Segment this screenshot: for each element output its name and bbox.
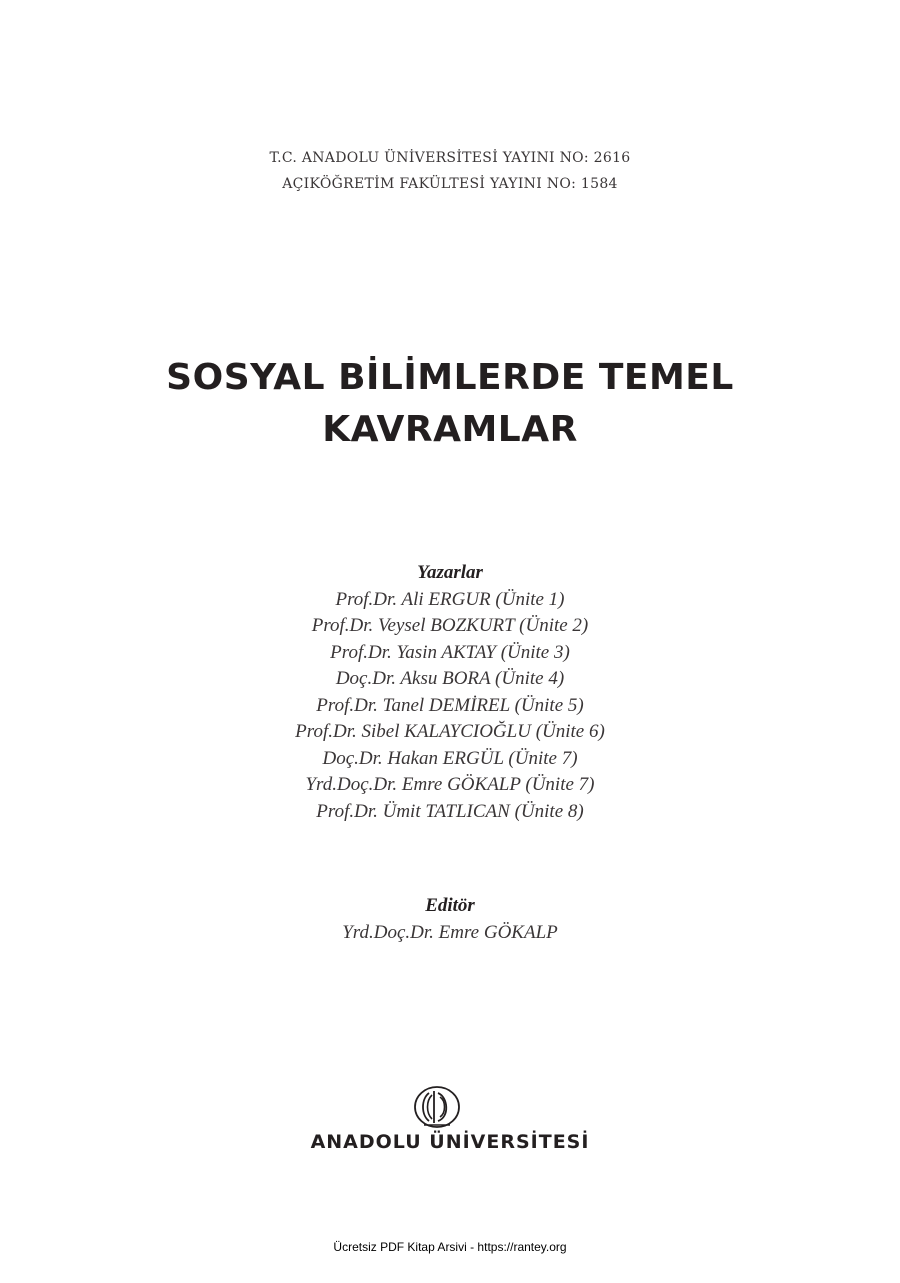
author-item: Prof.Dr. Veysel BOZKURT (Ünite 2) <box>311 615 589 636</box>
authors-section <box>0 560 900 825</box>
book-title <box>0 352 900 456</box>
author-item: Prof.Dr. Ali ERGUR (Ünite 1) <box>335 588 565 610</box>
title-line-1: SOSYAL BİLİMLERDE TEMEL <box>166 357 734 398</box>
title-line-2: KAVRAMLAR <box>322 409 578 450</box>
author-item: Doç.Dr. Hakan ERGÜL (Ünite 7) <box>322 747 578 769</box>
author-item: Doç.Dr. Aksu BORA (Ünite 4) <box>335 668 565 689</box>
author-item: Prof.Dr. Ümit TATLICAN (Ünite 8) <box>316 800 584 822</box>
author-item: Yrd.Doç.Dr. Emre GÖKALP (Ünite 7) <box>305 774 595 795</box>
editor-section <box>0 893 900 946</box>
editor-name: Yrd.Doç.Dr. Emre GÖKALP <box>342 921 558 943</box>
anadolu-university-emblem-icon <box>412 1085 462 1129</box>
university-name: ANADOLU ÜNİVERSİTESİ <box>310 1131 590 1153</box>
authors-heading: Yazarlar <box>417 562 483 583</box>
author-item: Prof.Dr. Yasin AKTAY (Ünite 3) <box>330 641 570 663</box>
footer-text: Ücretsiz PDF Kitap Arsivi - https://rantey.org <box>333 1240 567 1254</box>
publication-info <box>0 145 900 197</box>
publication-number-line: T.C. ANADOLU ÜNİVERSİTESİ YAYINI NO: 2616 <box>269 150 631 166</box>
author-item: Prof.Dr. Tanel DEMİREL (Ünite 5) <box>316 694 584 716</box>
faculty-publication-number-line: AÇIKÖĞRETİM FAKÜLTESİ YAYINI NO: 1584 <box>282 176 618 192</box>
editor-heading: Editör <box>425 895 475 916</box>
author-item: Prof.Dr. Sibel KALAYCIOĞLU (Ünite 6) <box>295 721 605 742</box>
